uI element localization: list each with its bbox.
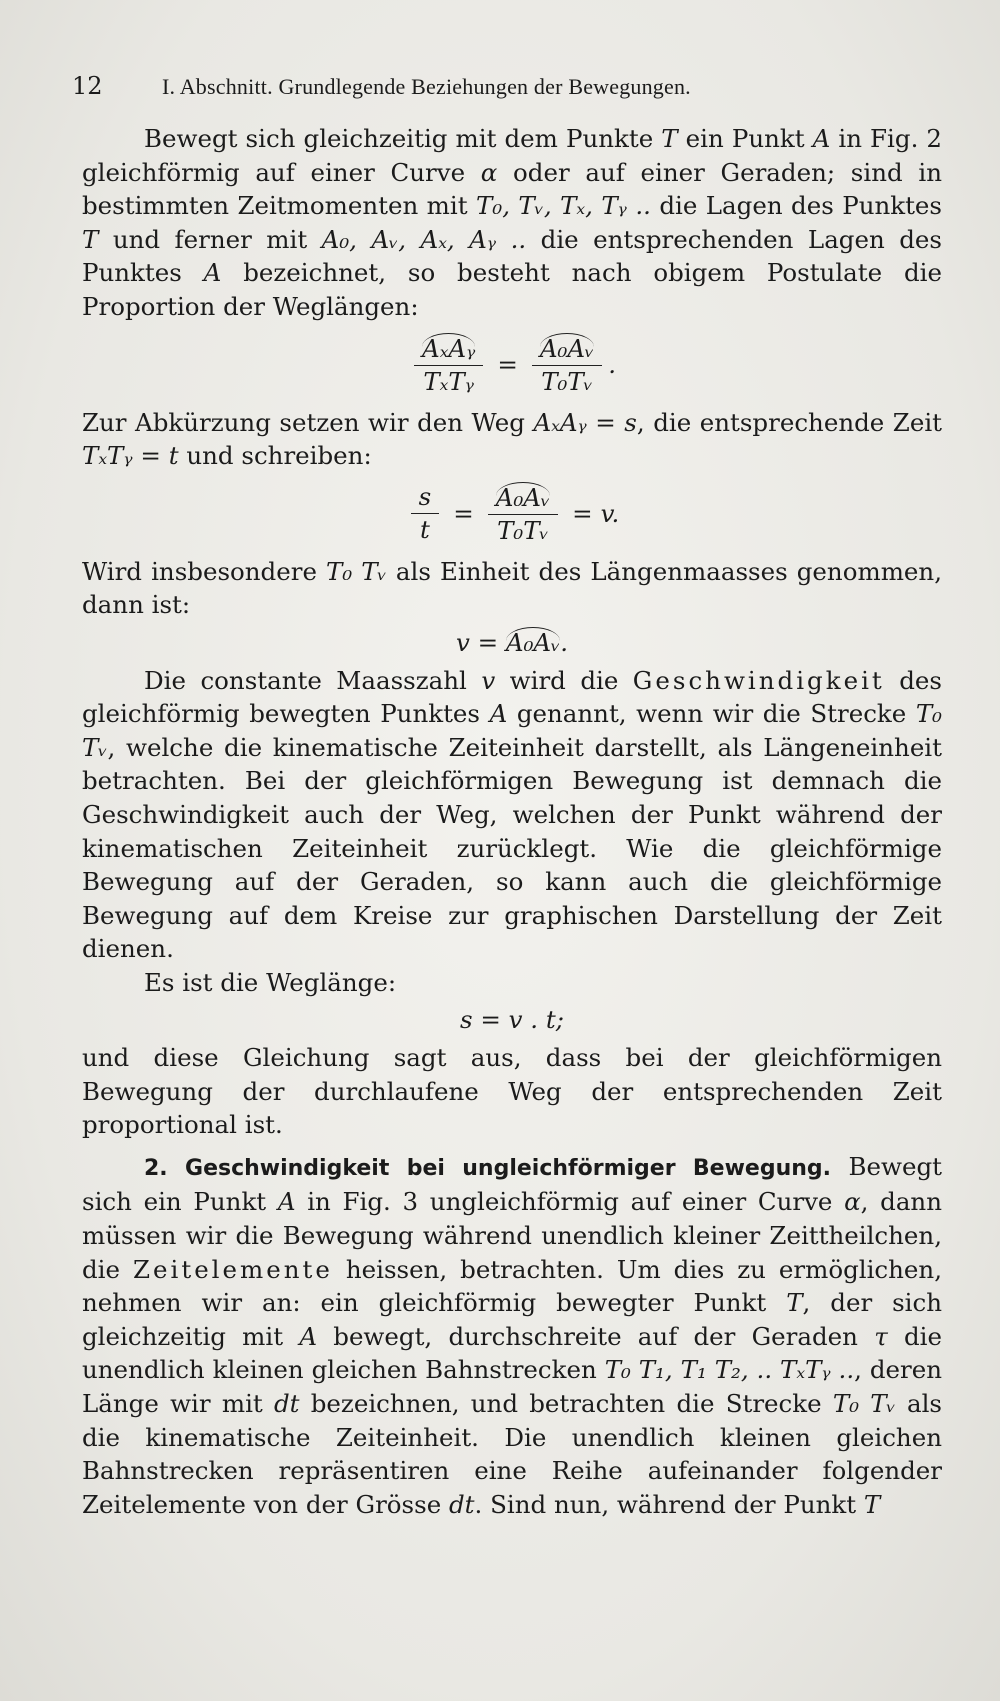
paragraph-3: Wird insbesondere T₀ Tᵥ als Einheit des Längenmaasses genommen, dann ist: bbox=[82, 556, 942, 620]
page-header bbox=[72, 72, 932, 100]
fraction-left: $\frac{\text{AₓAᵧ}}{\text{TₓTᵧ}}$ bbox=[414, 333, 483, 396]
equation-proportion: $\frac{\text{AₓAᵧ}}{\text{TₓTᵧ}}$ = $\frac{\text{A₀Aᵥ}}{\text{T₀Tᵥ}}$ . bbox=[82, 324, 942, 406]
running-title: I. Abschnitt. Grundlegende Beziehungen der Bewegungen. bbox=[162, 74, 691, 99]
paragraph-5: Es ist die Weglänge: bbox=[144, 967, 397, 997]
section-2: 2. Geschwindigkeit bei ungleichförmiger Bewegung. Bewegt sich ein Punkt A in Fig. 3 ungleichförmig auf einer Curve α, dann müssen wir die Bewegung während unendlich kleiner Zeittheilchen, die Zeitelemente heissen, betrachten. Um dies zu ermöglichen, nehmen wir an: ein gleichförmig bewegter Punkt T, der sich gleichzeitig mit A bewegt, durchschreite auf der Geraden τ die unendlich kleinen gleichen Bahnstrecken T₀ T₁, T₁ T₂, .. TₓTᵧ .., deren Länge wir mit dt bezeichnen, und betrachten die Strecke T₀ Tᵥ als die kinematische Zeiteinheit. Die unendlich kleinen gleichen Bahnstrecken repräsentiren eine Reihe aufeinander folgender Zeitelemente von der Grösse dt. Sind nun, während der Punkt T bbox=[82, 1151, 943, 1519]
equation-s-v-t: s = v . t; bbox=[460, 1005, 564, 1035]
page-number: 12 bbox=[72, 72, 103, 100]
fraction-right: $\frac{\text{A₀Aᵥ}}{\text{T₀Tᵥ}}$ bbox=[532, 333, 602, 396]
equation-v-unit: v = A₀Aᵥ. bbox=[455, 627, 569, 657]
page-body bbox=[82, 122, 942, 1521]
paragraph-4: Die constante Maasszahl v wird die Geschwindigkeit des gleichförmig bewegten Punktes A genannt, wenn wir die Strecke T₀ Tᵥ, welche die kinematische Zeiteinheit darstellt, als Längeneinheit betrachten. Bei der gleichförmigen Bewegung ist demnach die Geschwindigkeit auch der Weg, welchen der Punkt während der kinematischen Zeiteinheit zurücklegt. Wie die gleichförmige Bewegung auf der Geraden, so kann auch die gleichförmige Bewegung auf dem Kreise zur graphischen Darstellung der Zeit dienen. bbox=[82, 665, 942, 964]
equation-velocity: $\frac{s}{t}$ = $\frac{\text{A₀Aᵥ}}{\text{T₀Tᵥ}}$ = v. bbox=[82, 473, 942, 555]
section-2-heading: 2. Geschwindigkeit bei ungleichförmiger Bewegung. bbox=[144, 1155, 832, 1181]
fraction-s-t: $\frac{s}{t}$ bbox=[411, 483, 440, 544]
paragraph-1: Bewegt sich gleichzeitig mit dem Punkte T ein Punkt A in Fig. 2 gleichförmig auf einer Curve α oder auf einer Geraden; sind in bestimmten Zeitmomenten mit T₀, Tᵥ, Tₓ, Tᵧ .. die Lagen des Punktes T und ferner mit A₀, Aᵥ, Aₓ, Aᵧ .. die entsprechenden Lagen des Punktes A bezeichnet, so besteht nach obigem Postulate die Proportion der Weglängen: bbox=[82, 124, 943, 321]
fraction-arc: $\frac{\text{A₀Aᵥ}}{\text{T₀Tᵥ}}$ bbox=[488, 482, 558, 545]
paragraph-6: und diese Gleichung sagt aus, dass bei der gleichförmigen Bewegung der durchlaufene Weg der entsprechenden Zeit proportional ist. bbox=[82, 1043, 942, 1140]
term-geschwindigkeit: Geschwindigkeit bbox=[632, 665, 885, 695]
term-zeitelemente: Zeitelemente bbox=[132, 1254, 333, 1284]
paragraph-2: Zur Abkürzung setzen wir den Weg AₓAᵧ = s, die entsprechende Zeit TₓTᵧ = t und schreiben: bbox=[82, 407, 943, 471]
